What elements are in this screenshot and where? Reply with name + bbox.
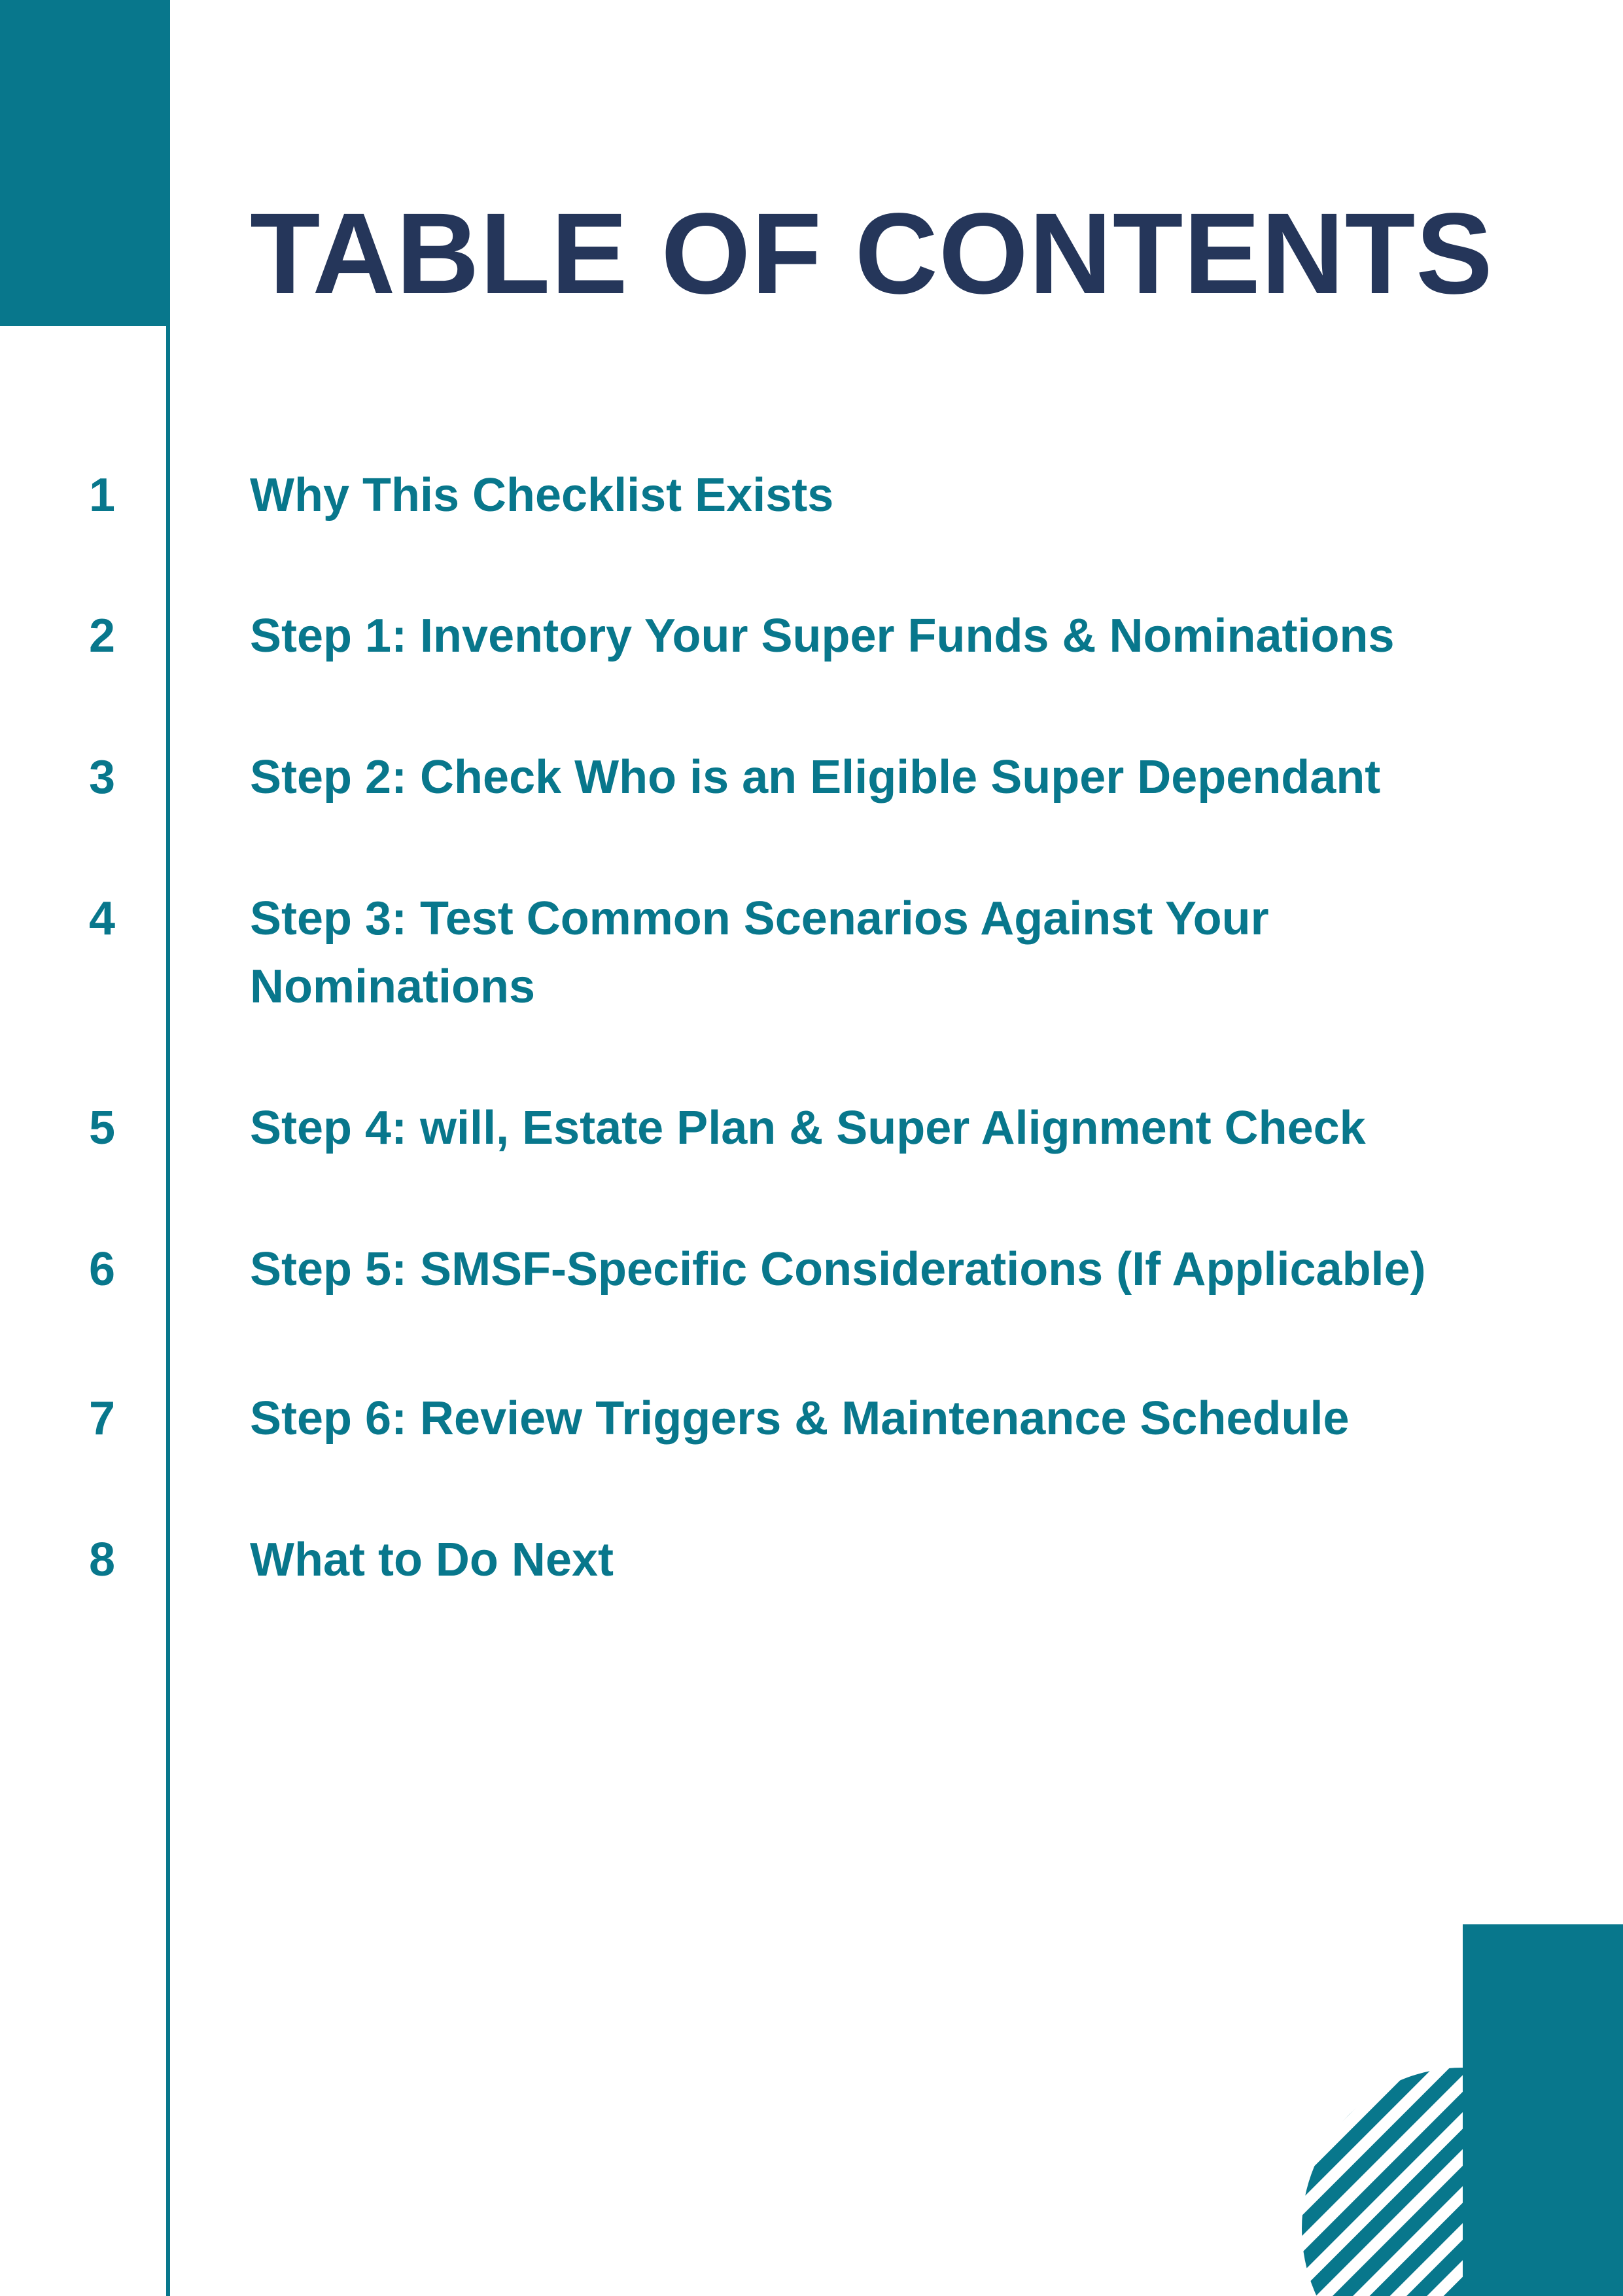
toc-entry-number: 6	[88, 1243, 116, 1296]
toc-entry-number: 7	[88, 1392, 116, 1445]
toc-entry-number: 1	[88, 469, 116, 521]
page-title: TABLE OF CONTENTS	[250, 190, 1493, 318]
toc-entry-title[interactable]: Why This Checklist Exists	[250, 469, 834, 521]
toc-entry-title[interactable]: Step 2: Check Who is an Eligible Super Dependant	[250, 751, 1381, 804]
toc-entry-title[interactable]: Step 4: will, Estate Plan & Super Alignment Check	[250, 1102, 1366, 1154]
toc-entry-title[interactable]: What to Do Next	[250, 1534, 614, 1586]
toc-entry-number: 3	[88, 751, 116, 804]
toc-entry-number: 4	[88, 892, 116, 945]
toc-entry-number: 8	[88, 1534, 116, 1586]
striped-half-circle-decoration	[1302, 2068, 1463, 2296]
toc-entry-title[interactable]: Step 5: SMSF-Specific Considerations (If Applicable)	[250, 1243, 1426, 1296]
toc-entry-title[interactable]: Step 6: Review Triggers & Maintenance Schedule	[250, 1392, 1350, 1445]
toc-entry-title[interactable]: Step 3: Test Common Scenarios Against Your Nominations	[250, 892, 1269, 1013]
top-accent-block	[0, 0, 170, 326]
vertical-divider-line	[166, 0, 170, 2296]
toc-entry-number: 5	[88, 1102, 116, 1154]
toc-entry-number: 2	[88, 610, 116, 662]
bottom-accent-block	[1463, 1924, 1623, 2296]
toc-entry-title[interactable]: Step 1: Inventory Your Super Funds & Nominations	[250, 610, 1395, 662]
